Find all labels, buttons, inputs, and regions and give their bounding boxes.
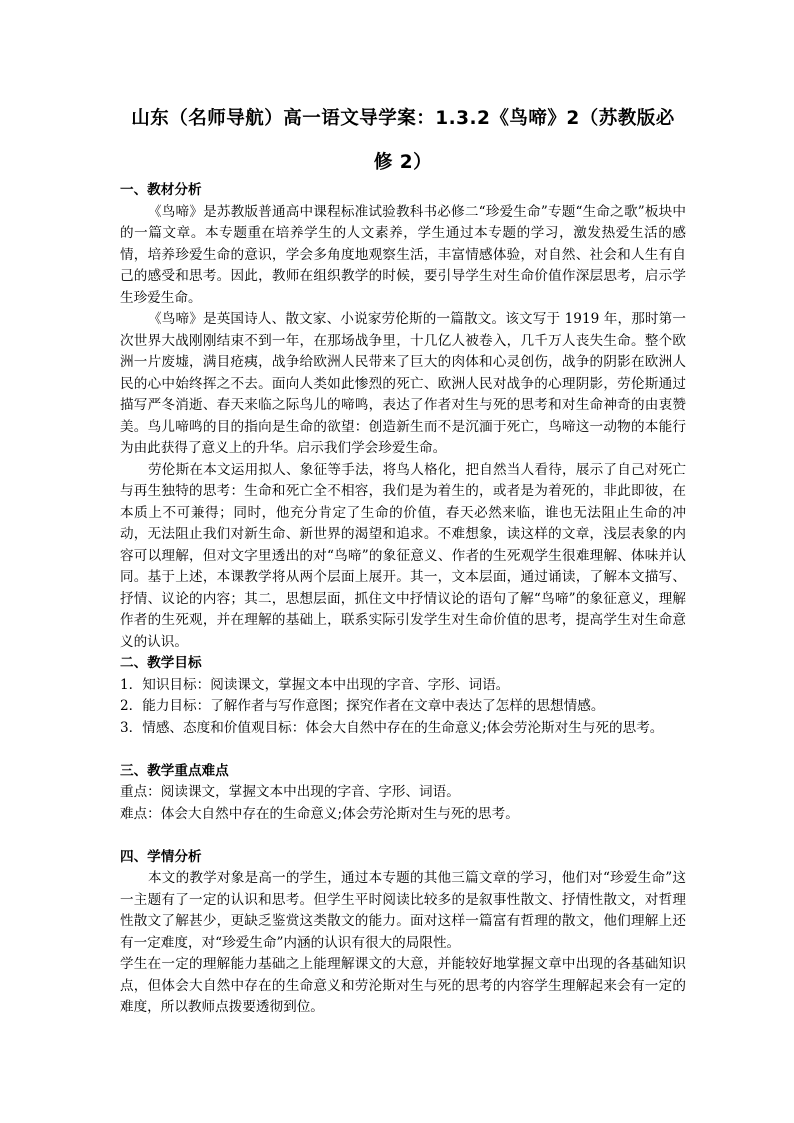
key-point: 重点：阅读课文，掌握文本中出现的字音、字形、词语。	[120, 784, 460, 800]
section-heading-teaching-goals: 二、教学目标	[120, 655, 202, 671]
document-body	[120, 180, 686, 1019]
spacer	[120, 825, 686, 847]
list-item: 3．情感、态度和价值观目标：体会大自然中存在的生命意义;体会劳沦斯对生与死的思考。	[120, 719, 664, 736]
document-title-line1: 山东（名师导航）高一语文导学案：1.3.2《鸟啼》2（苏教版必	[131, 108, 675, 129]
paragraph: 本文的教学对象是高一的学生，通过本专题的其他三篇文章的学习，他们对“珍爱生命”这一主题有了一定的认识和思考。但学生平时阅读比较多的是叙事性散文、抒情性散文，对哲理性散文了解甚少，更缺乏鉴赏这类散文的能力。面对这样一篇富有哲理的散文，他们理解上还有一定难度，对“珍爱生命”内涵的认识有很大的局限性。	[120, 870, 686, 951]
list-item: 2．能力目标：了解作者与写作意图；探究作者在文章中表达了怎样的思想情感。	[120, 698, 605, 714]
section-heading-key-points: 三、教学重点难点	[120, 762, 229, 779]
paragraph: 《鸟啼》是苏教版普通高中课程标准试验教科书必修二“珍爱生命”专题“生命之歌”板块中的一篇文章。本专题重在培养学生的人文素养，学生通过本专题的学习，激发热爱生活的感情，培养珍爱生命的意识，学会多角度地观察生活，丰富情感体验，对自然、社会和人生有自己的感受和思考。因此，教师在组织教学的时候，要引导学生对生命价值作深层思考，启示学生珍爱生命。	[120, 203, 686, 306]
list-item: 1．知识目标：阅读课文，掌握文本中出现的字音、字形、词语。	[120, 676, 510, 693]
spacer	[120, 739, 686, 761]
difficult-point: 难点：体会大自然中存在的生命意义;体会劳沦斯对生与死的思考。	[120, 805, 519, 822]
section-heading-student-analysis: 四、学情分析	[120, 848, 202, 865]
document-title-line2: 修 2）	[373, 152, 433, 173]
section-heading-textbook-analysis: 一、教材分析	[120, 182, 202, 198]
paragraph: 《鸟啼》是英国诗人、散文家、小说家劳伦斯的一篇散文。该文写于 1919 年，那时第一次世界大战刚刚结束不到一年，在那场战争里，十几亿人被卷入，几千万人丧失生命。整个欧洲一片废墟，满目疮痍，战争给欧洲人民带来了巨大的肉体和心灵创伤，战争的阴影在欧洲人民的心中始终挥之不去。面向人类如此惨烈的死亡、欧洲人民对战争的心理阴影，劳伦斯通过描写严冬消逝、春天来临之际鸟儿的啼鸣，表达了作者对生与死的思考和对生命神奇的由衷赞美。鸟儿啼鸣的目的指向是生命的欲望：创造新生而不是沉湎于死亡，鸟啼这一动物的本能行为由此获得了意义上的升华。启示我们学会珍爱生命。	[120, 311, 686, 456]
paragraph: 学生在一定的理解能力基础之上能理解课文的大意，并能较好地掌握文章中出现的各基础知识点，但体会大自然中存在的生命意义和劳沦斯对生与死的思考的内容学生理解起来会有一定的难度，所以教师点拨要透彻到位。	[120, 956, 686, 1015]
paragraph: 劳伦斯在本文运用拟人、象征等手法，将鸟人格化，把自然当人看待，展示了自己对死亡与再生独特的思考：生命和死亡全不相容，我们是为着生的，或者是为着死的，非此即彼，在本质上不可兼得；同时，他充分肯定了生命的价值，春天必然来临，谁也无法阻止生命的冲动，无法阻止我们对新生命、新世界的渴望和追求。不难想象，读这样的文章，浅层表象的内容可以理解，但对文字里透出的对“鸟啼”的象征意义、作者的生死观学生很难理解、体味并认同。基于上述，本课教学将从两个层面上展开。其一，文本层面，通过诵读，了解本文描写、抒情、议论的内容；其二，思想层面，抓住文中抒情议论的语句了解“鸟啼”的象征意义，理解作者的生死观，并在理解的基础上，联系实际引发学生对生命价值的思考，提高学生对生命意义的认识。	[120, 461, 686, 650]
